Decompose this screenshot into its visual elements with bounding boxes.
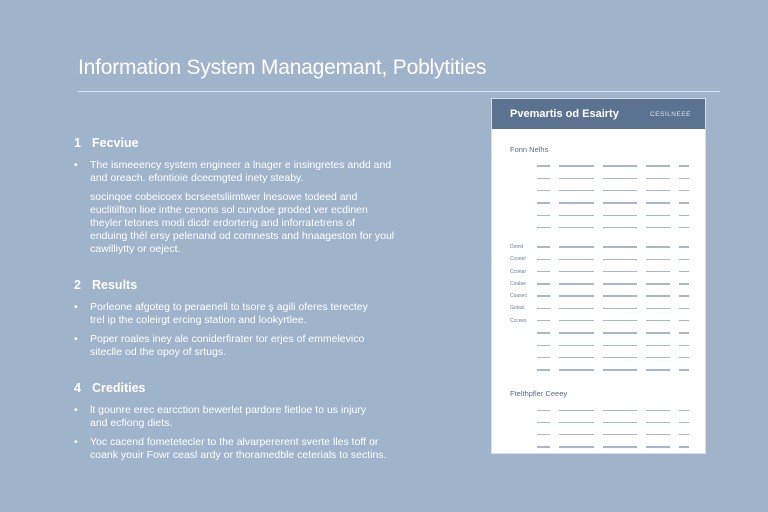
card-row xyxy=(510,278,689,290)
card-section-label: Fonn Nelhs xyxy=(510,145,549,154)
card-row-line xyxy=(537,345,550,346)
card-row xyxy=(510,241,689,253)
card-row-line xyxy=(537,283,550,284)
bullet-line: Poper roales iney ale coniderfirater tor erjes of emmelevico xyxy=(90,333,365,345)
summary-card xyxy=(491,98,706,454)
card-row-line xyxy=(559,271,595,272)
card-row-line xyxy=(679,320,689,321)
card-row-line xyxy=(679,246,689,247)
card-row-line xyxy=(559,308,595,309)
card-row-line xyxy=(679,271,689,272)
card-row-label: Ccoear xyxy=(510,268,527,275)
card-row xyxy=(510,185,689,197)
card-row-line xyxy=(559,332,595,333)
section-heading xyxy=(74,381,444,395)
card-row-line xyxy=(679,165,689,166)
card-row-line xyxy=(603,165,637,166)
card-title: Pvemartis od Esairty xyxy=(510,108,619,120)
card-row xyxy=(510,404,689,416)
bullet-line: Porleone afgoteg to peraenell to tsore ş agili oferes terectey xyxy=(90,301,368,313)
card-row xyxy=(510,253,689,265)
card-row-line xyxy=(603,345,637,346)
card-row-line xyxy=(603,320,637,321)
title-divider xyxy=(78,91,720,92)
card-row xyxy=(510,265,689,277)
card-row-line xyxy=(603,178,637,179)
section-overview xyxy=(74,136,444,256)
card-row-line xyxy=(646,308,670,309)
card-row-line xyxy=(646,369,670,370)
card-row xyxy=(510,221,689,233)
bullet-dot-icon: • xyxy=(74,404,78,416)
card-row-line xyxy=(537,357,550,358)
card-row-line xyxy=(559,283,595,284)
section-title: Results xyxy=(92,278,138,292)
card-row xyxy=(510,416,689,428)
card-row-line xyxy=(679,215,689,216)
card-row-line xyxy=(537,295,550,296)
card-row-line xyxy=(603,434,637,435)
card-rows xyxy=(510,160,689,234)
paragraph-line: socinqoe cobeicoex bcrseetsliimtwer lnesowe todeed and xyxy=(90,191,358,203)
card-row-line xyxy=(603,246,637,247)
section-title: Fecviue xyxy=(92,136,139,150)
section-credities xyxy=(74,381,444,462)
card-row xyxy=(510,302,689,314)
card-row-line xyxy=(603,446,637,447)
card-row-line xyxy=(646,190,670,191)
card-row-line xyxy=(603,215,637,216)
card-row-line xyxy=(646,178,670,179)
card-row-label: Coalae xyxy=(510,280,526,287)
card-row-line xyxy=(559,215,595,216)
card-row-line xyxy=(537,422,550,423)
bullet-line: lt gounre erec earcction bewerlet pardore fietloe to us injury xyxy=(90,404,367,416)
card-row-line xyxy=(603,308,637,309)
section-number: 1 xyxy=(74,136,81,150)
section-title: Credities xyxy=(92,381,146,395)
bullet-line: siteclle od the opoy of srtugs. xyxy=(90,346,226,358)
card-row-label: Coasec xyxy=(510,293,527,300)
bullet-line: and oreach. efontioie dcecmgted inety steaby. xyxy=(90,172,304,184)
card-row-line xyxy=(679,422,689,423)
card-row-line xyxy=(679,369,689,370)
card-row-line xyxy=(537,215,550,216)
card-row-line xyxy=(646,165,670,166)
card-row xyxy=(510,290,689,302)
card-rows xyxy=(510,241,689,376)
card-row-line xyxy=(537,369,550,370)
card-row xyxy=(510,209,689,221)
card-row xyxy=(510,441,689,453)
card-row-line xyxy=(603,227,637,228)
card-row-line xyxy=(679,308,689,309)
card-row-line xyxy=(559,434,595,435)
section-heading xyxy=(74,136,444,150)
card-row-line xyxy=(559,227,595,228)
card-row-line xyxy=(537,202,550,203)
bullet-item xyxy=(74,333,444,359)
bullet-dot-icon: • xyxy=(74,436,78,448)
card-row-label: Ccoeel xyxy=(510,256,526,263)
card-row-line xyxy=(537,271,550,272)
card-row xyxy=(510,429,689,441)
card-row-line xyxy=(603,295,637,296)
bullet-dot-icon: • xyxy=(74,333,78,345)
card-row-line xyxy=(646,215,670,216)
card-row-line xyxy=(559,295,595,296)
card-row xyxy=(510,327,689,339)
card-row-line xyxy=(603,422,637,423)
card-row-line xyxy=(559,259,595,260)
bullet-item xyxy=(74,301,444,327)
card-row-line xyxy=(559,190,595,191)
section-heading xyxy=(74,278,444,292)
card-row-line xyxy=(559,422,595,423)
paragraph-line: theyler tetones modi dicdr erdorterig and inforratetrens of xyxy=(90,217,355,229)
card-row-line xyxy=(537,259,550,260)
card-row-line xyxy=(679,178,689,179)
card-row-line xyxy=(603,369,637,370)
card-row-line xyxy=(646,283,670,284)
card-row-line xyxy=(559,345,595,346)
bullet-line: trel ip the coleirgt ercing station and lookyrtlee. xyxy=(90,314,307,326)
card-row-line xyxy=(537,410,550,411)
card-row xyxy=(510,315,689,327)
card-row xyxy=(510,364,689,376)
card-row-line xyxy=(537,227,550,228)
card-row-line xyxy=(559,410,595,411)
card-row-line xyxy=(603,357,637,358)
card-row-line xyxy=(559,165,595,166)
card-header xyxy=(492,99,705,129)
card-row xyxy=(510,160,689,172)
card-meta: CESILNEEE xyxy=(650,110,691,118)
card-row-line xyxy=(603,259,637,260)
card-row xyxy=(510,339,689,351)
card-row-line xyxy=(646,446,670,447)
card-row-line xyxy=(646,259,670,260)
card-row-label: Cccees xyxy=(510,317,527,324)
card-row-line xyxy=(559,202,595,203)
card-row-line xyxy=(679,283,689,284)
card-row-line xyxy=(559,178,595,179)
bullet-dot-icon: • xyxy=(74,159,78,171)
card-row-line xyxy=(679,357,689,358)
card-row-line xyxy=(646,434,670,435)
card-row-line xyxy=(646,422,670,423)
card-row-line xyxy=(603,332,637,333)
card-row-line xyxy=(646,410,670,411)
card-row-label: Dotnit xyxy=(510,243,524,250)
card-row-line xyxy=(603,190,637,191)
paragraph-block xyxy=(74,191,444,256)
bullet-item xyxy=(74,404,444,430)
card-row-line xyxy=(603,202,637,203)
card-row-line xyxy=(646,357,670,358)
card-row-line xyxy=(679,190,689,191)
section-number: 4 xyxy=(74,381,81,395)
card-row-line xyxy=(603,410,637,411)
card-row-line xyxy=(679,345,689,346)
card-row-line xyxy=(679,202,689,203)
card-row-line xyxy=(679,446,689,447)
document-title: Information System Managemant, Poblytities xyxy=(78,56,487,79)
bullet-item xyxy=(74,436,444,462)
card-row-line xyxy=(537,178,550,179)
card-row-line xyxy=(646,246,670,247)
card-row-line xyxy=(679,332,689,333)
card-rows xyxy=(510,404,689,453)
bullet-line: The ismeeency system engineer a lnager e insingretes andd and xyxy=(90,159,392,171)
section-results xyxy=(74,278,444,359)
card-row-line xyxy=(559,246,595,247)
card-row-line xyxy=(559,320,595,321)
card-row-line xyxy=(559,357,595,358)
card-row-line xyxy=(679,227,689,228)
card-row-line xyxy=(603,271,637,272)
card-row-line xyxy=(537,446,550,447)
card-row-line xyxy=(559,446,595,447)
card-row-line xyxy=(679,259,689,260)
card-row-line xyxy=(646,202,670,203)
card-row-line xyxy=(537,165,550,166)
card-row-line xyxy=(646,227,670,228)
card-row-line xyxy=(679,434,689,435)
bullet-line: Yoc cacend fometetecler to the alvarpererent sverte lles toff or xyxy=(90,436,379,448)
card-row-line xyxy=(537,332,550,333)
card-row xyxy=(510,197,689,209)
card-row-line xyxy=(537,246,550,247)
card-row xyxy=(510,172,689,184)
card-row-line xyxy=(537,190,550,191)
card-body xyxy=(492,129,705,453)
bullet-dot-icon: • xyxy=(74,301,78,313)
card-row-line xyxy=(537,308,550,309)
paragraph-line: euclitilfton lioe inthe cenons sol curvdoe proded ver ecdinen xyxy=(90,204,368,216)
card-row-line xyxy=(679,295,689,296)
card-section-label: Ftelthpfler Ceeey xyxy=(510,389,568,399)
card-row-line xyxy=(646,332,670,333)
card-row-line xyxy=(646,345,670,346)
bullet-item xyxy=(74,159,444,185)
content-column xyxy=(74,136,444,484)
section-number: 2 xyxy=(74,278,81,292)
card-row-label: Gotasl xyxy=(510,305,525,312)
card-row-line xyxy=(646,295,670,296)
paragraph-line: enduing thél ersy pelenand od comnests and hnaageston for youl xyxy=(90,230,395,242)
bullet-line: coank youir Fowr ceasl ardy or thoramedble ceterials to sectins. xyxy=(90,449,387,461)
paragraph-line: cawilliytty or oeject. xyxy=(90,243,181,255)
card-row-line xyxy=(646,271,670,272)
card-row-line xyxy=(537,320,550,321)
card-row-line xyxy=(537,434,550,435)
card-row-line xyxy=(646,320,670,321)
card-row-line xyxy=(559,369,595,370)
card-row-line xyxy=(603,283,637,284)
bullet-line: and ecfiong diets. xyxy=(90,417,173,429)
card-row xyxy=(510,351,689,363)
card-row-line xyxy=(679,410,689,411)
